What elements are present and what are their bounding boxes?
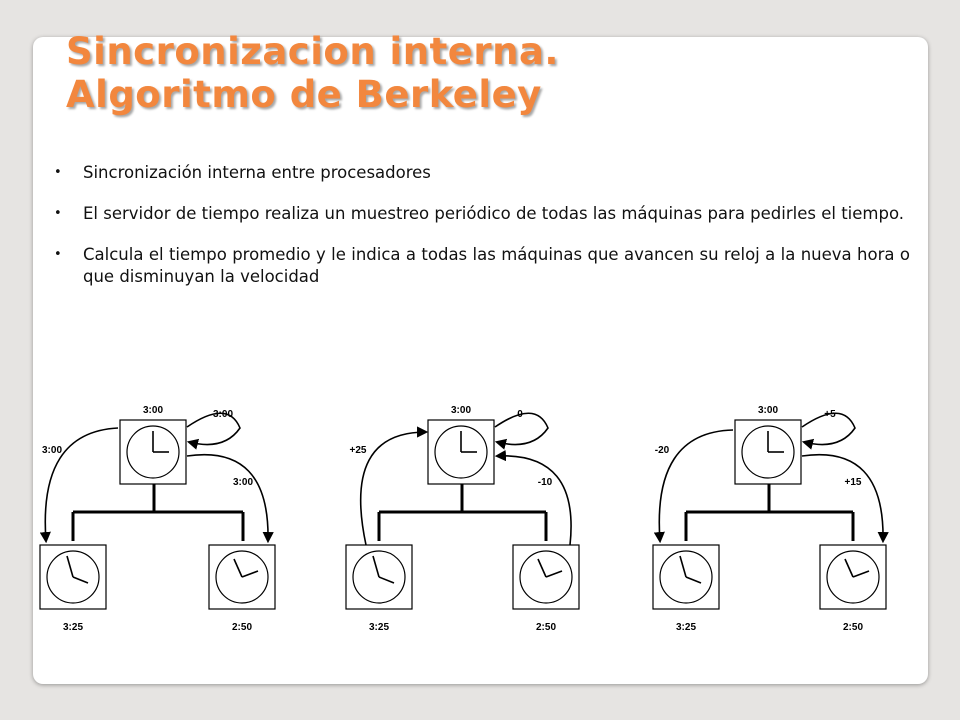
- self-arrow-label: 3:00: [212, 409, 234, 420]
- client-clock-right: [209, 545, 275, 609]
- server-clock: [735, 420, 801, 484]
- bullet-item: • Calcula el tiempo promedio y le indica a todas las máquinas que avancen su reloj a la nueva hora o que disminuyan la velocidad: [54, 245, 910, 286]
- left-arrow-label: -20: [654, 445, 670, 456]
- server-time-label: 3:00: [450, 405, 472, 416]
- client-clock-left: [346, 545, 412, 609]
- diagram-1: [40, 405, 275, 633]
- right-time-label: 2:50: [842, 622, 864, 633]
- right-arrow: [187, 455, 268, 541]
- bullet-item: • El servidor de tiempo realiza un muestreo periódico de todas las máquinas para pedirles el tiempo.: [54, 204, 904, 223]
- left-arrow: [659, 430, 733, 541]
- server-time-label: 3:00: [142, 405, 164, 416]
- right-arrow: [802, 455, 883, 541]
- client-clock-left: [653, 545, 719, 609]
- client-clock-right: [513, 545, 579, 609]
- self-arrow-label: +5: [824, 409, 836, 420]
- bullet-dot-icon: •: [54, 165, 62, 180]
- bullet-dot-icon: •: [54, 247, 62, 262]
- server-time-label: 3:00: [757, 405, 779, 416]
- bullet-item: • Sincronización interna entre procesadores: [54, 163, 431, 182]
- left-time-label: 3:25: [62, 622, 84, 633]
- client-clock-right: [820, 545, 886, 609]
- right-arrow-label: 3:00: [232, 477, 254, 488]
- bullet-dot-icon: •: [54, 206, 62, 221]
- title-line-2: Algoritmo de Berkeley: [66, 73, 542, 116]
- server-clock: [120, 420, 186, 484]
- left-time-label: 3:25: [675, 622, 697, 633]
- self-arrow-label: 0: [517, 409, 523, 420]
- diagram-3: [653, 405, 886, 633]
- server-clock: [428, 420, 494, 484]
- right-arrow-label: -10: [537, 477, 553, 488]
- title-line-1: Sincronizacion interna.: [66, 30, 559, 73]
- client-clock-left: [40, 545, 106, 609]
- diagram-2: [346, 405, 579, 633]
- left-arrow-label: 3:00: [41, 445, 63, 456]
- right-arrow-label: +15: [844, 477, 862, 488]
- left-arrow: [361, 432, 426, 545]
- left-time-label: 3:25: [368, 622, 390, 633]
- right-time-label: 2:50: [535, 622, 557, 633]
- right-time-label: 2:50: [231, 622, 253, 633]
- right-arrow: [497, 456, 571, 545]
- left-arrow-label: +25: [349, 445, 367, 456]
